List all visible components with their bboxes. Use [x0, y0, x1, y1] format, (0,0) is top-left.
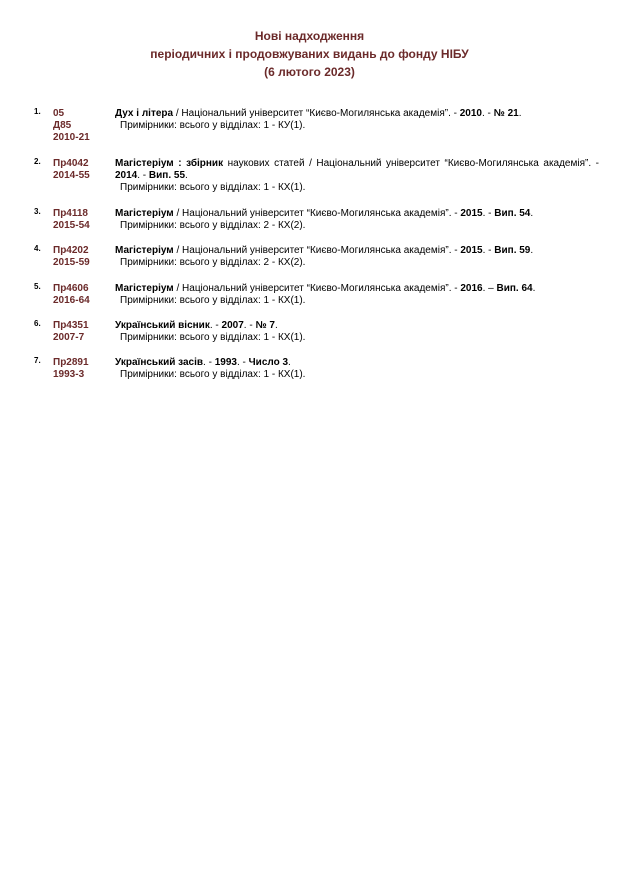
header-subtitle: періодичних і продовжуваних видань до фонду НІБУ	[150, 47, 469, 61]
shelf-code: 05 Д85 2010-21	[53, 108, 90, 143]
entry-title: Магістеріум	[115, 245, 174, 256]
list-item	[0, 283, 619, 320]
entry-copies: Примірники: всього у відділах: 1 - КХ(1).	[120, 332, 306, 343]
shelf-code: Пр4118 2015-54	[53, 208, 90, 231]
list-item	[0, 108, 619, 158]
header-title: Нові надходження	[254, 29, 365, 43]
entry-description: Магістеріум / Національний університет “Києво-Могилянська академія”. - 2015. - Вип. 59. Примірники: всього у відділах: 2 - КХ(2).	[115, 245, 599, 269]
header-date: (6 лютого 2023)	[264, 65, 355, 79]
entry-description: Магістеріум / Національний університет “Києво-Могилянська академія”. - 2016. – Вип. 64. Примірники: всього у відділах: 1 - КХ(1).	[115, 283, 599, 307]
entry-number: 5.	[34, 282, 41, 291]
entry-year: 2007	[221, 320, 244, 331]
entry-description: Український вісник. - 2007. - № 7. Примірники: всього у відділах: 1 - КХ(1).	[115, 320, 599, 344]
entry-year: 2015	[460, 208, 483, 219]
entry-copies: Примірники: всього у відділах: 2 - КХ(2).	[120, 220, 306, 231]
entry-number: 7.	[34, 356, 41, 365]
shelf-code: Пр4202 2015-59	[53, 245, 90, 268]
entry-copies: Примірники: всього у відділах: 1 - КХ(1).	[120, 369, 306, 380]
entry-description: Магістеріум / Національний університет “Києво-Могилянська академія”. - 2015. - Вип. 54. Примірники: всього у відділах: 2 - КХ(2).	[115, 208, 599, 232]
entry-year: 2016	[460, 283, 483, 294]
entry-year: 2014	[115, 170, 138, 181]
entry-description: Дух і літера / Національний університет “Києво-Могилянська академія”. - 2010. - № 21. Примірники: всього у відділах: 1 - КУ(1).	[115, 108, 599, 132]
entries-list	[0, 108, 619, 387]
list-item	[0, 320, 619, 357]
shelf-code: Пр4351 2007-7	[53, 320, 89, 343]
entry-issue: Вип. 54	[494, 208, 531, 219]
entry-issue: Число 3	[248, 357, 289, 368]
entry-year: 2010	[459, 108, 482, 119]
entry-issue: № 21	[493, 108, 519, 119]
shelf-code: Пр4042 2014-55	[53, 158, 90, 181]
entry-year: 2015	[460, 245, 483, 256]
list-item	[0, 208, 619, 245]
entry-issue: № 7	[255, 320, 275, 331]
entry-title: Український засів	[115, 357, 204, 368]
entry-issue: Вип. 59	[494, 245, 531, 256]
shelf-code: Пр4606 2016-64	[53, 283, 90, 306]
entry-copies: Примірники: всього у відділах: 1 - КУ(1).	[120, 120, 306, 131]
entry-number: 6.	[34, 319, 41, 328]
entry-issue: Вип. 64	[496, 283, 533, 294]
entry-number: 4.	[34, 244, 41, 253]
entry-copies: Примірники: всього у відділах: 2 - КХ(2).	[120, 257, 306, 268]
entry-copies: Примірники: всього у відділах: 1 - КХ(1).	[120, 182, 306, 193]
list-item	[0, 158, 619, 208]
entry-title: Український вісник	[115, 320, 210, 331]
entry-copies: Примірники: всього у відділах: 1 - КХ(1).	[120, 295, 306, 306]
entry-number: 2.	[34, 157, 41, 166]
entry-number: 1.	[34, 107, 41, 116]
list-item	[0, 245, 619, 283]
entry-issue: Вип. 55	[148, 170, 186, 181]
list-item	[0, 357, 619, 387]
entry-title: Магістеріум	[115, 283, 174, 294]
document-header	[0, 27, 619, 81]
entry-number: 3.	[34, 207, 41, 216]
entry-title: Магістеріум	[115, 208, 174, 219]
entry-title: Магістеріум : збірник	[115, 158, 224, 169]
entry-title: Дух і літера	[115, 108, 174, 119]
entry-year: 1993	[214, 357, 237, 368]
shelf-code: Пр2891 1993-3	[53, 357, 89, 380]
entry-description: Український засів. - 1993. - Число 3. Примірники: всього у відділах: 1 - КХ(1).	[115, 357, 599, 381]
entry-description: Магістеріум : збірник наукових статей / Національний університет “Києво-Могилянська академія”. - 2014. - Вип. 55. Примірники: всього у відділах: 1 - КХ(1).	[115, 158, 599, 193]
